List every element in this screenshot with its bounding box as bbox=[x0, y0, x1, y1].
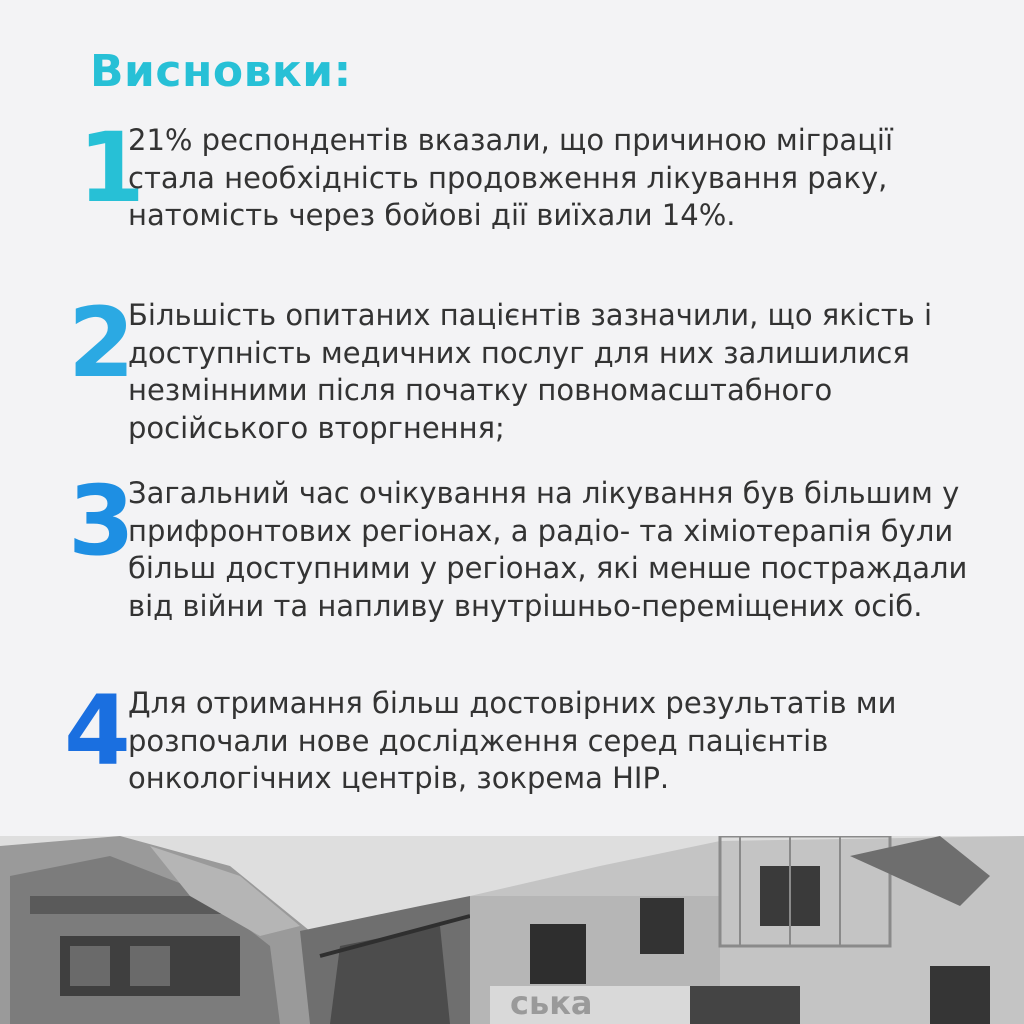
conclusion-text-1: 21% респондентів вказали, що причиною міграції стала необхідність продовження лікування раку, натомість через бойові дії виїхали 14%. bbox=[128, 123, 894, 232]
store-sign-text: ська bbox=[510, 984, 593, 1022]
conclusion-text-2: Більшість опитаних пацієнтів зазначили, що якість і доступність медичних послуг для них залишилися незмінними після початку повномасштабного російського вторгнення; bbox=[128, 298, 933, 445]
number-4: 4 bbox=[64, 675, 131, 787]
number-1: 1 bbox=[78, 112, 145, 224]
page-title: Висновки: bbox=[90, 46, 352, 97]
conclusion-text-4: Для отримання більш достовірних результатів ми розпочали нове дослідження серед пацієнтів онкологічних центрів, зокрема НІР. bbox=[128, 686, 897, 795]
number-3: 3 bbox=[68, 465, 135, 577]
damaged-building-photo bbox=[0, 836, 1024, 1024]
number-2: 2 bbox=[68, 287, 135, 399]
conclusion-text-3: Загальний час очікування на лікування був більшим у прифронтових регіонах, а радіо- та хіміотерапія були більш доступними у регіонах, які менше постраждали від війни та напливу внутрішньо-переміщених осіб. bbox=[128, 476, 968, 623]
